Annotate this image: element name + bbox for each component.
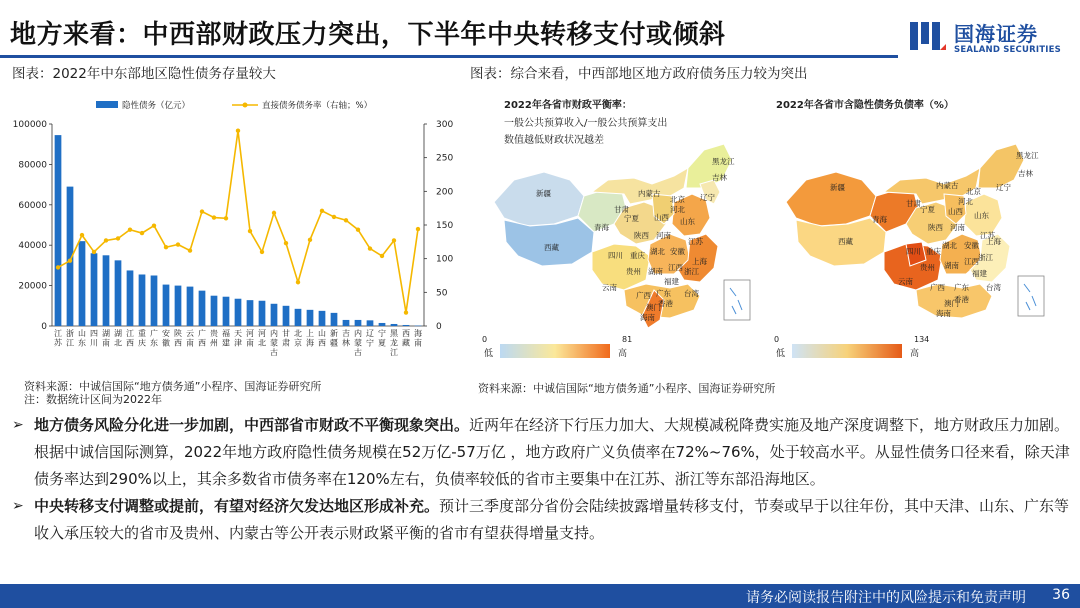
svg-text:海南: 海南	[640, 313, 655, 322]
line-point	[344, 218, 348, 222]
x-tick-label: 吉林	[342, 329, 350, 348]
map2-legend-low: 低	[776, 349, 786, 359]
bar	[379, 323, 386, 326]
svg-text:澳门: 澳门	[944, 299, 959, 308]
x-tick-label: 四川	[90, 329, 98, 348]
svg-text:上海: 上海	[986, 237, 1001, 246]
bar	[331, 313, 338, 326]
y-tick-label: 0	[41, 322, 47, 332]
svg-text:山东: 山东	[680, 217, 695, 226]
svg-text:内蒙古: 内蒙古	[638, 189, 661, 198]
x-tick-label: 贵州	[210, 329, 218, 348]
svg-text:西藏: 西藏	[838, 237, 853, 246]
bar	[259, 301, 266, 326]
y2-tick-label: 50	[436, 288, 448, 299]
svg-text:广东: 广东	[954, 283, 969, 292]
bullet-2-bold: 中央转移支付调整或提前，有望对经济欠发达地区形成补充。	[34, 497, 440, 515]
bar	[139, 274, 146, 326]
line-point	[332, 215, 336, 219]
svg-text:澳门: 澳门	[646, 303, 661, 312]
svg-text:福建: 福建	[664, 277, 679, 286]
map1-legend-min: 0	[482, 335, 488, 344]
left-source-line1: 资料来源：中诚信国际“地方债务通”小程序、国海证券研究所	[24, 380, 322, 393]
x-tick-label: 江苏	[54, 329, 62, 348]
map2-legend-min: 0	[774, 335, 780, 344]
line-point	[128, 228, 132, 232]
svg-text:贵州: 贵州	[920, 263, 935, 272]
legend-line-marker	[243, 103, 248, 108]
bar	[103, 255, 110, 326]
svg-text:云南: 云南	[602, 283, 617, 292]
bar	[199, 291, 206, 326]
svg-text:新疆: 新疆	[536, 189, 551, 198]
x-tick-label: 辽宁	[366, 329, 374, 348]
line-point	[308, 238, 312, 242]
debt-ratio-line	[58, 131, 418, 313]
y2-tick-label: 250	[436, 153, 454, 164]
svg-text:北京: 北京	[966, 187, 981, 196]
svg-text:江苏: 江苏	[688, 237, 703, 246]
bar	[151, 276, 158, 327]
y2-tick-label: 0	[436, 322, 442, 332]
legend-line-label: 直接债务债务率（右轴；%）	[262, 101, 373, 111]
svg-text:重庆: 重庆	[926, 247, 941, 256]
line-point	[416, 227, 420, 231]
bar	[91, 253, 98, 326]
line-point	[116, 236, 120, 240]
map1-subtitle-1: 一般公共预算收入/一般公共预算支出	[504, 118, 668, 129]
page-number: 36	[1052, 587, 1070, 603]
line-point	[92, 250, 96, 254]
line-point	[356, 228, 360, 232]
bar	[127, 270, 134, 326]
map2-legend-high: 高	[910, 349, 920, 359]
map1-subtitle-2: 数值越低财政状况越差	[504, 135, 604, 146]
line-point	[212, 215, 216, 219]
svg-text:黑龙江: 黑龙江	[1016, 151, 1039, 160]
logo-text-cn: 国海证券	[954, 22, 1038, 46]
x-tick-label: 安徽	[162, 329, 170, 348]
logo-text-en: SEALAND SECURITIES	[954, 45, 1061, 55]
svg-text:辽宁: 辽宁	[700, 193, 715, 202]
bullet-1-text: 近两年在经济下行压力加大、大规模减税降费实施及地产深度调整下，地方财政压力加剧。根据中诚信国际测算，2022年地方政府隐性债务规模在52万亿-57万亿 ，地方政府广义负债率在72%~76%，处于较高水平。从显性债务口径来看，除天津债务率达到290%以上，其余多数省市债务率在120%左右，负债率较低的省市主要集中在江苏、浙江等东部沿海地区。	[34, 416, 1070, 488]
svg-text:河南: 河南	[656, 231, 671, 240]
svg-text:山西: 山西	[948, 207, 963, 216]
svg-text:陕西: 陕西	[634, 231, 649, 240]
x-tick-label: 宁夏	[378, 329, 386, 348]
y2-tick-label: 200	[436, 187, 454, 198]
svg-text:陕西: 陕西	[928, 223, 943, 232]
map2-color-scale	[792, 344, 902, 358]
x-tick-label: 海南	[414, 329, 422, 348]
map1-color-scale	[500, 344, 610, 358]
bar	[343, 320, 350, 326]
line-point	[188, 248, 192, 252]
svg-text:吉林: 吉林	[712, 173, 727, 182]
svg-text:山东: 山东	[974, 211, 989, 220]
svg-text:浙江: 浙江	[978, 253, 993, 262]
svg-text:云南: 云南	[898, 277, 913, 286]
line-point	[176, 242, 180, 246]
bullet-item-2	[12, 493, 1072, 547]
svg-text:浙江: 浙江	[684, 267, 699, 276]
svg-text:四川: 四川	[906, 247, 921, 256]
bar	[175, 286, 182, 326]
line-point	[260, 250, 264, 254]
x-tick-label: 福建	[222, 329, 230, 348]
svg-text:甘肃: 甘肃	[906, 199, 921, 208]
x-tick-label: 山西	[318, 329, 326, 348]
svg-text:海南: 海南	[936, 309, 951, 318]
bar	[391, 324, 398, 326]
arrow-bullet-icon: ➢	[12, 417, 24, 433]
svg-text:新疆: 新疆	[830, 183, 845, 192]
line-point	[380, 254, 384, 258]
y2-tick-label: 100	[436, 254, 454, 265]
y-tick-label: 20000	[18, 281, 47, 292]
title-divider	[0, 55, 898, 58]
line-point	[296, 280, 300, 284]
x-tick-label: 陕西	[174, 329, 182, 348]
x-tick-label: 浙江	[66, 329, 74, 348]
svg-text:安徽: 安徽	[670, 247, 685, 256]
line-point	[236, 129, 240, 133]
map1-title: 2022年各省市财政平衡率：	[504, 100, 632, 111]
svg-text:西藏: 西藏	[544, 243, 559, 252]
svg-text:山西: 山西	[654, 213, 669, 222]
svg-text:台湾: 台湾	[684, 289, 699, 298]
key-points	[12, 412, 1072, 547]
bar	[415, 326, 422, 327]
svg-text:四川: 四川	[608, 251, 623, 260]
bar	[55, 135, 62, 326]
line-point	[404, 310, 408, 314]
svg-text:江苏: 江苏	[980, 231, 995, 240]
x-tick-label: 天津	[234, 329, 242, 348]
svg-text:台湾: 台湾	[986, 283, 1001, 292]
x-tick-label: 广西	[198, 329, 206, 348]
svg-text:河北: 河北	[958, 197, 973, 206]
svg-text:宁夏: 宁夏	[624, 214, 639, 223]
line-point	[368, 246, 372, 250]
x-tick-label: 西藏	[402, 329, 410, 348]
line-point	[248, 229, 252, 233]
bar	[367, 320, 374, 326]
svg-text:湖南: 湖南	[648, 267, 663, 276]
arrow-bullet-icon: ➢	[12, 498, 24, 514]
right-source: 资料来源：中诚信国际“地方债务通”小程序、国海证券研究所	[478, 382, 776, 395]
line-point	[104, 238, 108, 242]
line-point	[56, 265, 60, 269]
svg-text:河南: 河南	[950, 223, 965, 232]
x-tick-label: 河南	[246, 329, 254, 348]
legend-bar-label: 隐性债务（亿元）	[122, 101, 191, 111]
bar	[247, 300, 254, 326]
y-tick-label: 60000	[18, 200, 47, 211]
y-tick-label: 40000	[18, 241, 47, 252]
svg-text:福建: 福建	[972, 269, 987, 278]
map2-legend-max: 134	[914, 335, 930, 344]
line-point	[272, 211, 276, 215]
y2-tick-label: 300	[436, 120, 454, 130]
x-tick-label: 广东	[150, 329, 158, 348]
map1-china-map	[494, 144, 732, 328]
left-source-note: 注：数据统计区间为2022年	[24, 393, 162, 406]
svg-text:河北: 河北	[670, 205, 685, 214]
svg-text:广东: 广东	[656, 289, 671, 298]
svg-text:安徽: 安徽	[964, 241, 979, 250]
line-point	[164, 245, 168, 249]
bullet-2-text: 预计三季度部分省份会陆续披露增量转移支付，节奏或早于以往年份，其中天津、山东、广东等收入承压较大的省市及贵州、内蒙古等公开表示财政紧平衡的省市有望获得增量支持。	[34, 497, 1070, 542]
x-tick-label: 云南	[186, 329, 194, 348]
bar	[271, 304, 278, 326]
svg-text:宁夏: 宁夏	[920, 205, 935, 214]
svg-text:广西: 广西	[930, 283, 945, 292]
y-tick-label: 80000	[18, 160, 47, 171]
svg-text:青海: 青海	[872, 215, 887, 224]
line-point	[392, 238, 396, 242]
bar	[115, 260, 122, 326]
x-tick-label: 黑龙江	[390, 329, 398, 357]
footer-bar	[0, 584, 1080, 608]
x-tick-label: 河北	[258, 329, 266, 348]
bar	[307, 310, 314, 326]
bar	[355, 320, 362, 326]
bar	[403, 325, 410, 326]
bar	[163, 285, 170, 326]
line-point	[200, 209, 204, 213]
svg-text:湖北: 湖北	[650, 247, 665, 256]
debt-bar-line-chart	[8, 86, 460, 378]
bullet-item-1	[12, 412, 1072, 493]
x-tick-label: 内蒙古	[270, 329, 278, 357]
bar	[283, 306, 290, 326]
line-point	[140, 231, 144, 235]
map1-legend-max: 81	[622, 335, 633, 344]
province-maps-panel	[474, 84, 1074, 376]
bar	[211, 296, 218, 326]
svg-text:贵州: 贵州	[626, 267, 641, 276]
x-tick-label: 湖南	[102, 329, 110, 348]
x-tick-label: 内蒙古	[354, 329, 362, 357]
map1-legend-low: 低	[484, 349, 494, 359]
line-point	[68, 258, 72, 262]
svg-text:香港: 香港	[954, 295, 969, 304]
x-tick-label: 湖北	[114, 329, 122, 348]
bar	[187, 287, 194, 326]
line-point	[320, 209, 324, 213]
svg-text:湖北: 湖北	[942, 241, 957, 250]
map2-south-sea-inset	[1018, 276, 1044, 316]
line-point	[284, 241, 288, 245]
bar	[235, 299, 242, 326]
x-tick-label: 新疆	[330, 329, 338, 348]
y2-tick-label: 150	[436, 221, 454, 231]
map1-south-sea-inset	[724, 280, 750, 320]
svg-text:黑龙江: 黑龙江	[712, 157, 735, 166]
svg-text:内蒙古: 内蒙古	[936, 181, 959, 190]
y-tick-label: 100000	[12, 120, 47, 130]
sealand-logo-icon	[908, 16, 948, 56]
page-title: 地方来看：中西部财政压力突出，下半年中央转移支付或倾斜	[10, 20, 726, 50]
bar	[295, 309, 302, 326]
svg-text:青海: 青海	[594, 223, 609, 232]
svg-text:香港: 香港	[658, 299, 673, 308]
x-tick-label: 江西	[126, 329, 134, 348]
svg-text:甘肃: 甘肃	[614, 205, 629, 214]
svg-text:辽宁: 辽宁	[996, 183, 1011, 192]
x-tick-label: 山东	[78, 329, 86, 348]
svg-text:江西: 江西	[668, 263, 683, 272]
bullet-1-bold: 地方债务风险分化进一步加剧，中西部省市财政不平衡现象突出。	[34, 416, 470, 434]
x-tick-label: 北京	[294, 329, 302, 348]
svg-text:重庆: 重庆	[630, 251, 645, 260]
bar	[223, 297, 230, 326]
svg-text:湖南: 湖南	[944, 261, 959, 270]
left-figure-caption: 图表：2022年中东部地区隐性债务存量较大	[12, 66, 276, 82]
line-point	[152, 223, 156, 227]
legend-bar-swatch	[96, 101, 118, 108]
bar	[79, 241, 86, 326]
bar	[319, 311, 326, 326]
map1-legend-high: 高	[618, 349, 628, 359]
svg-text:广西: 广西	[636, 291, 651, 300]
line-point	[224, 216, 228, 220]
x-tick-label: 甘肃	[282, 329, 290, 348]
right-figure-caption: 图表：综合来看，中西部地区地方政府债务压力较为突出	[470, 66, 808, 82]
x-tick-label: 上海	[306, 329, 314, 348]
svg-text:北京: 北京	[670, 195, 685, 204]
line-point	[80, 233, 84, 237]
company-logo	[908, 16, 1068, 60]
svg-text:吉林: 吉林	[1018, 169, 1033, 178]
svg-text:上海: 上海	[692, 257, 707, 266]
svg-text:江西: 江西	[964, 257, 979, 266]
x-tick-label: 重庆	[138, 329, 146, 348]
disclaimer-text: 请务必阅读报告附注中的风险提示和免责声明	[746, 590, 1026, 606]
map2-title: 2022年各省市含隐性债务负债率（%）	[776, 100, 954, 111]
